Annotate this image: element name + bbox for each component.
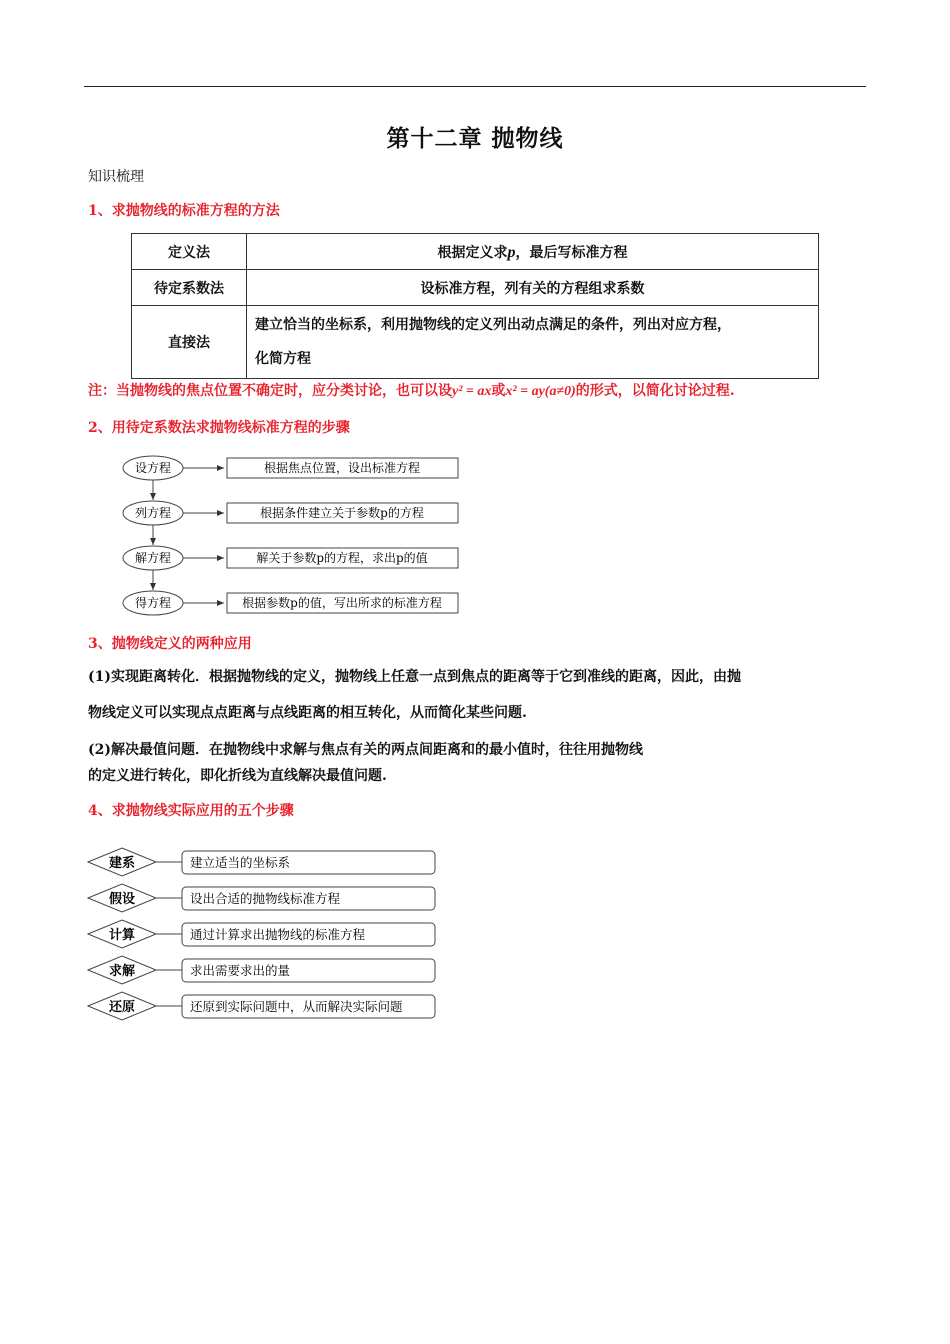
flow-step-label: 得方程	[134, 596, 172, 610]
equation: x² = ay(a≠0)	[505, 384, 576, 399]
five-step	[88, 884, 435, 912]
application-2-line-2: 的定义进行转化，即化折线为直线解决最值问题.	[88, 768, 387, 784]
note	[88, 380, 888, 400]
page-title: 第十二章 抛物线	[386, 125, 564, 152]
flow-step-desc: 根据条件建立关于参数p的方程	[260, 506, 424, 520]
methods-table	[131, 233, 819, 379]
flow-step-label: 列方程	[134, 506, 172, 520]
equation: y² = ax	[452, 384, 492, 399]
flow-step-label: 设方程	[134, 461, 172, 475]
five-step-desc: 通过计算求出抛物线的标准方程	[190, 927, 366, 942]
method-name: 待定系数法	[132, 270, 247, 306]
table-row	[132, 270, 819, 306]
section-heading-4: 4、求抛物线实际应用的五个步骤	[88, 803, 294, 819]
five-step-label: 还原	[108, 1000, 136, 1015]
application-1-line-1: (1)实现距离转化．根据抛物线的定义，抛物线上任意一点到焦点的距离等于它到准线的距离，因此，由抛	[88, 669, 741, 685]
five-step	[88, 992, 435, 1020]
method-desc-line: 化简方程	[255, 351, 311, 367]
subtitle: 知识梳理	[88, 169, 144, 185]
five-step-desc: 建立适当的坐标系	[190, 855, 291, 870]
flow-step	[123, 456, 458, 480]
method-desc	[247, 306, 819, 379]
method-desc-part: 根据定义求	[437, 244, 508, 261]
method-desc: 设标准方程，列有关的方程组求系数	[247, 270, 819, 306]
flow-step	[123, 501, 458, 525]
five-step-desc: 设出合适的抛物线标准方程	[190, 891, 341, 906]
five-step-label: 计算	[108, 928, 136, 943]
five-step-label: 假设	[108, 892, 136, 907]
table-row	[132, 234, 819, 270]
note-text: 的形式，以简化讨论过程.	[575, 383, 735, 399]
method-desc	[247, 234, 819, 270]
method-name: 直接法	[132, 306, 247, 379]
flow-step	[123, 546, 458, 570]
table-row	[132, 306, 819, 379]
five-step	[88, 920, 435, 948]
five-step-label: 建系	[108, 856, 136, 871]
flowchart	[110, 450, 470, 620]
method-desc-line: 建立恰当的坐标系，利用抛物线的定义列出动点满足的条件，列出对应方程，	[255, 317, 731, 333]
five-step	[88, 956, 435, 984]
section-heading-2: 2、用待定系数法求抛物线标准方程的步骤	[88, 420, 350, 436]
note-text: 注：当抛物线的焦点位置不确定时，应分类讨论，也可以设	[88, 383, 452, 399]
application-2-line-1: (2)解决最值问题．在抛物线中求解与焦点有关的两点间距离和的最小值时，往往用抛物线	[88, 742, 643, 758]
method-name: 定义法	[132, 234, 247, 270]
flow-step-desc: 根据参数p的值，写出所求的标准方程	[242, 596, 442, 610]
header-rule	[84, 86, 866, 87]
application-1-line-2: 物线定义可以实现点点距离与点线距离的相互转化，从而简化某些问题.	[88, 705, 527, 721]
flow-step	[123, 591, 458, 615]
flow-step-desc: 根据焦点位置，设出标准方程	[263, 461, 421, 475]
section-heading-1: 1、求抛物线的标准方程的方法	[88, 203, 280, 219]
variable-p: p	[507, 243, 516, 261]
five-step-label: 求解	[108, 964, 136, 979]
five-step-desc: 还原到实际问题中，从而解决实际问题	[190, 999, 403, 1014]
five-steps-diagram	[86, 846, 446, 1026]
five-step-desc: 求出需要求出的量	[190, 963, 291, 978]
method-desc-part: ，最后写标准方程	[515, 244, 628, 261]
five-step	[88, 848, 435, 876]
flow-step-desc: 解关于参数p的方程，求出p的值	[256, 551, 428, 565]
flow-step-label: 解方程	[134, 551, 172, 565]
note-text: 或	[491, 383, 506, 399]
section-heading-3: 3、抛物线定义的两种应用	[88, 636, 252, 652]
